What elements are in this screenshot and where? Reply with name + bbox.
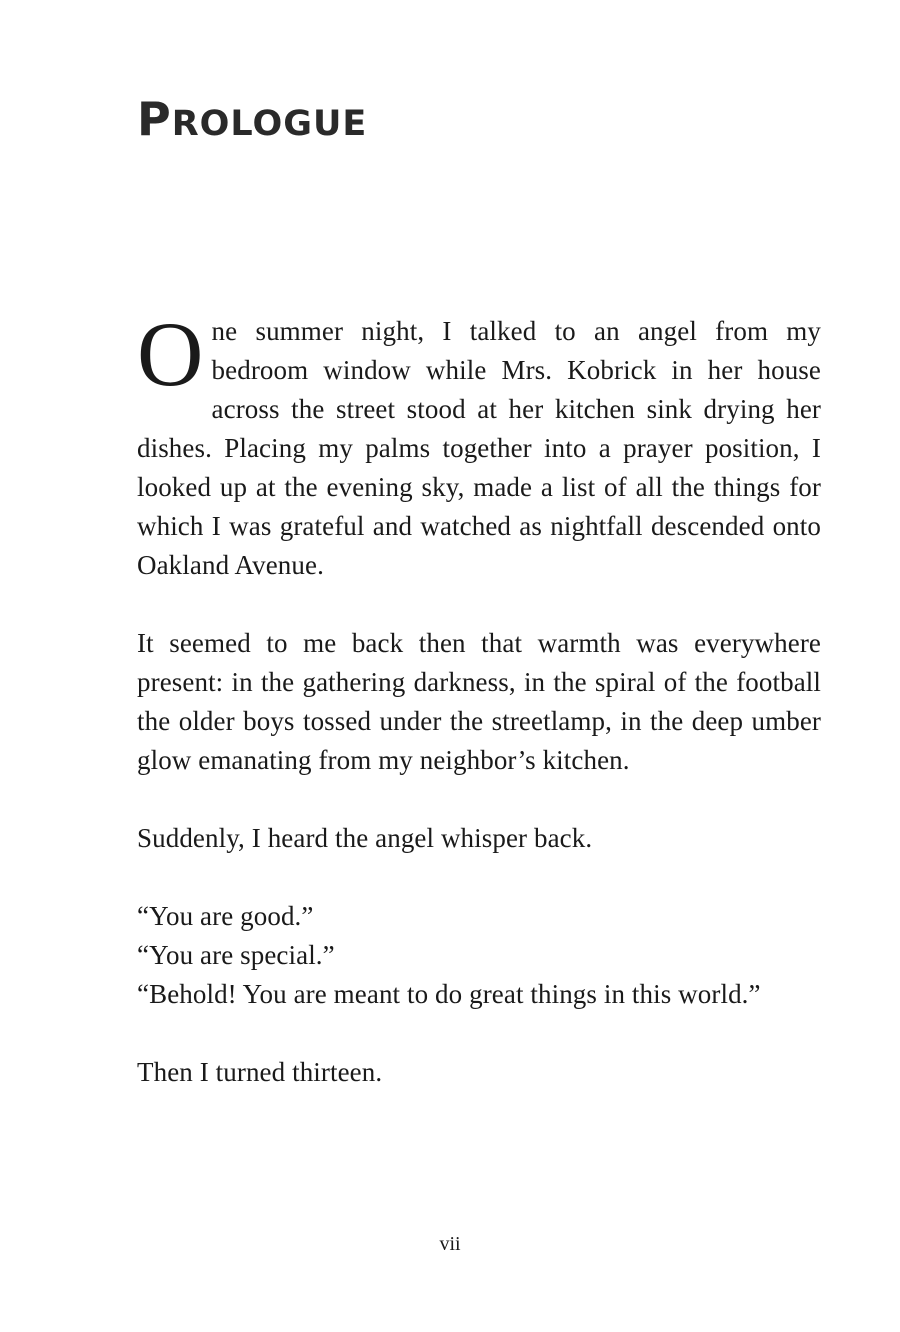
chapter-title-initial: P: [137, 92, 172, 146]
quote-line: “Behold! You are meant to do great things in this world.”: [137, 979, 761, 1009]
page-number: vii: [439, 1233, 461, 1255]
paragraph-opening: [137, 303, 821, 585]
paragraph-whisper: Suddenly, I heard the angel whisper back.: [137, 823, 593, 853]
drop-cap: O: [137, 303, 204, 405]
quote-line: “You are special.”: [137, 940, 335, 970]
chapter-title-rest: ROLOGUE: [171, 104, 368, 144]
chapter-title: [137, 92, 368, 146]
paragraph-closing: Then I turned thirteen.: [137, 1057, 383, 1087]
chapter-body: [137, 303, 821, 1092]
paragraph-opening-text: ne summer night, I talked to an angel from my bedroom window while Mrs. Kobrick in her house across the street stood at her kitchen sink drying her dishes. Placing my palms together into a prayer position, I looked up at the evening sky, made a list of all the things for which I was grateful and watched as nightfall descended onto Oakland Avenue.: [137, 316, 821, 580]
paragraph-warmth: It seemed to me back then that warmth was everywhere present: in the gathering darkness, in the spiral of the football the older boys tossed under the streetlamp, in the deep umber glow emanating from my neighbor’s kitchen.: [137, 628, 821, 775]
quote-line: “You are good.”: [137, 901, 314, 931]
angel-quotes: [137, 897, 821, 1014]
